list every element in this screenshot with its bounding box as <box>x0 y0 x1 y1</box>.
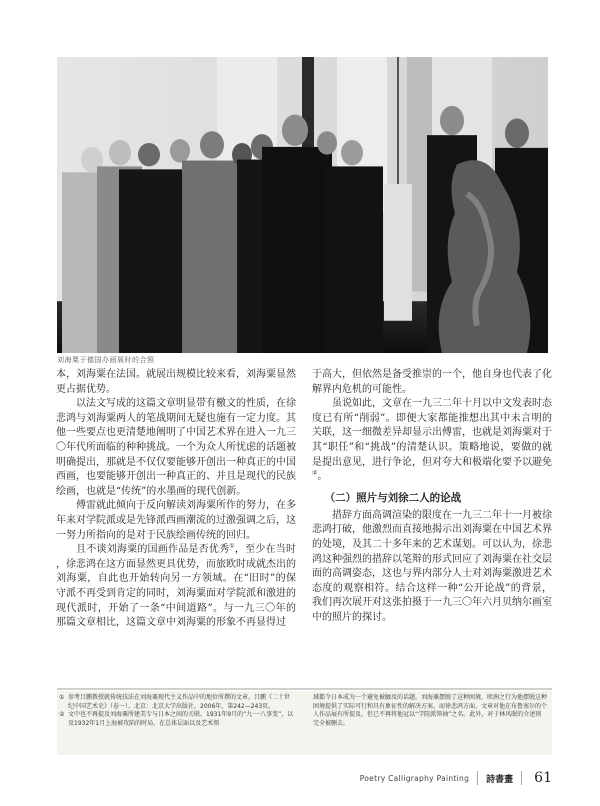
photo-caption: 刘海粟于德国办画展时的合照 <box>57 356 155 364</box>
paragraph <box>56 543 296 631</box>
group-photo <box>57 57 548 353</box>
group-photo-image <box>57 57 548 353</box>
body-column-left <box>56 368 296 631</box>
footer-divider <box>477 771 478 785</box>
footnote-number: ① <box>59 694 65 701</box>
paragraph: 本，刘海粟在法国。就展出规模比较来看，刘海粟显然更占据优势。 <box>56 369 296 395</box>
magazine-name-chinese: 詩書畫 <box>486 774 514 785</box>
footnote-number: ② <box>59 711 65 719</box>
footnote-text: 文中也不再提及刘海粟所建美专与日本之间的关联。1931年9月的“九·一八事变”，以及1932年1月上海被攻陷的时局，在总体层面以及艺术领 <box>68 711 294 727</box>
section-heading: （二）照片与刘徐二人的论战 <box>324 491 462 504</box>
footnote-divider <box>57 688 552 690</box>
paragraph-text: ，至少在当时，徐悲鸿在这方面显然更具优势，而旅欧时成就杰出的刘海粟，自此也开始转向另一方领域。在“旧时”的保守派不再受到肯定的同时，刘海粟面对学院派和激进的现代派时，开始了一条“中间道路”。与一九三〇年的那篇文章相比，这篇文章中刘海粟的形象不再显得过 <box>56 544 297 629</box>
paragraph: 以法文写成的这篇文章明显带有檄文的性质，在徐悲鸿与刘海粟两人的笔战期间无疑也施有一定力度。其他一些要点也更清楚地阐明了中国艺术界在进入一九三〇年代所面临的种种挑战。一个为众人所忧虑的话题被明确提出，那就是不仅仅要能够开创出一种真正的中国西画，也要能够开创出一种真正的、并且是现代的民族绘画，也就是“传统”的水墨画的现代创新。 <box>56 398 296 497</box>
paragraph: 措辞方面高调渲染的限度在一九三二年十一月被徐悲鸿打破，他激烈而直接地揭示出刘海粟在中国艺术界的处境，及其二十多年来的艺术谋划。可以认为，徐悲鸿这种强烈的措辞以笔辩的形式回应了刘海粟在社交层面的高调姿态，这也与界内部分人士对刘海粟激进艺术态度的观察相符。结合这样一种“公开论战”的背景，我们再次展开对这张拍摄于一九三〇年六月贝纳尔画室中的照片的探讨。 <box>312 509 552 623</box>
footnote-continuation: 域都令日本成为一个避免被触及的话题。刘海粟摆脱了这种困境，欧洲之行为他摆脱这种困境提供了实际可行和具有象征性的解决方案。而徐悲鸿方面，文章对他在布鲁塞尔的个人作品展有所提及，但已不再将他冠以“学院派领袖”之名。此外，对于林风眠的介述则完全被删去。 <box>313 694 548 727</box>
magazine-name-english: Poetry Calligraphy Painting <box>359 773 470 783</box>
body-column-right <box>312 368 552 626</box>
page-number: 61 <box>534 770 552 786</box>
footnote-2 <box>59 711 295 728</box>
paragraph-text: 且不谈刘海粟的国画作品是否优秀 <box>76 544 230 556</box>
page-footer <box>360 770 552 786</box>
footer-divider <box>521 771 522 785</box>
paragraph: 于高大，但依然是备受推崇的一个，他自身也代表了化解界内危机的可能性。 <box>312 369 552 395</box>
footnotes-area <box>57 691 552 755</box>
paragraph: 傅雷就此倾向于反向解读刘海粟所作的努力，在多年来对学院派或是先锋派西画潮流的过激强调之后，这一努力所指向的是对于民族绘画传统的回归。 <box>56 500 296 541</box>
footnote-text: 参考吕鹏教授就传统技法在刘海粟现代主义作品中的地位所撰的文章，吕鹏《二十世纪中国艺术史》（卷一），北京：北京大学出版社，2006年，第242—243页。 <box>68 694 291 710</box>
footnote-ref-2[interactable]: ② <box>312 469 318 477</box>
footnotes-column-left <box>59 694 295 728</box>
footnote-1 <box>59 694 295 711</box>
footnotes-column-right <box>313 694 547 728</box>
footnote-ref-1[interactable]: ① <box>229 542 235 550</box>
paragraph <box>312 397 552 485</box>
paragraph-text: 。 <box>317 471 328 483</box>
paragraph-text: 虽说如此，文章在一九三二年十月以中文发表时态度已有所“削弱”。即便大家都能推想出其中未言明的关联，这一细微差异却显示出傅雷，也就是刘海粟对于其“职任”和“挑战”的清楚认识。策略地说，要做的就是提出意见，进行争论，但对夸大和极端化要予以避免 <box>312 398 552 468</box>
